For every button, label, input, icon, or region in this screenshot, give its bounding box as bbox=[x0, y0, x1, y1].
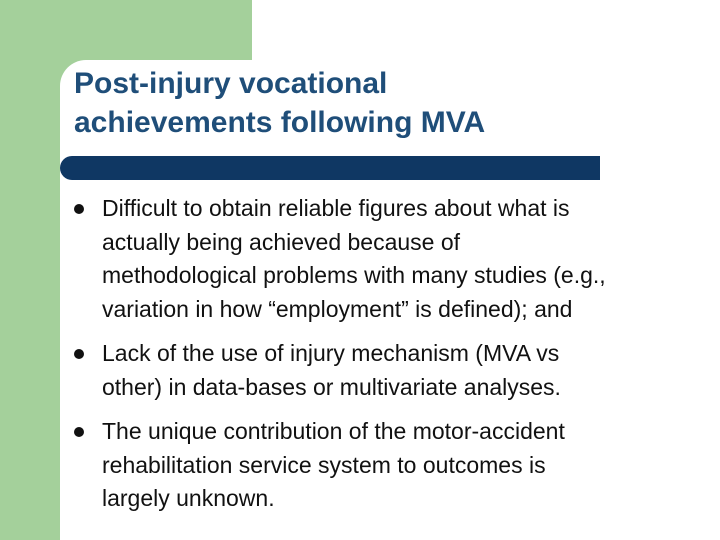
bullet-line: variation in how “employment” is defined); and bbox=[102, 295, 573, 322]
title-underline-bar bbox=[60, 156, 600, 180]
bullet-item bbox=[74, 415, 714, 516]
bullet-text bbox=[102, 337, 714, 404]
bullet-text bbox=[102, 415, 714, 516]
bullet-line: actually being achieved because of bbox=[102, 228, 461, 255]
bullet-line: methodological problems with many studies (e.g., bbox=[102, 262, 606, 288]
slide-title-line: achievements following MVA bbox=[74, 106, 486, 139]
bullet-dot-icon bbox=[74, 349, 84, 359]
bullet-line: rehabilitation service system to outcomes is bbox=[102, 451, 546, 478]
bullet-item bbox=[74, 337, 714, 404]
bullet-line: Difficult to obtain reliable figures about what is bbox=[102, 195, 570, 221]
bullet-text bbox=[102, 192, 714, 326]
bullet-line: Lack of the use of injury mechanism (MVA vs bbox=[102, 340, 560, 366]
bullet-line: other) in data-bases or multivariate analyses. bbox=[102, 373, 561, 400]
bullet-dot-icon bbox=[74, 204, 84, 214]
slide-title-line: Post-injury vocational bbox=[74, 67, 388, 100]
bullet-dot-icon bbox=[74, 427, 84, 437]
bullet-item bbox=[74, 192, 714, 326]
bullet-line: largely unknown. bbox=[102, 485, 275, 511]
bullet-list bbox=[74, 192, 714, 527]
slide-title bbox=[74, 64, 674, 142]
bullet-line: The unique contribution of the motor-accident bbox=[102, 418, 565, 444]
